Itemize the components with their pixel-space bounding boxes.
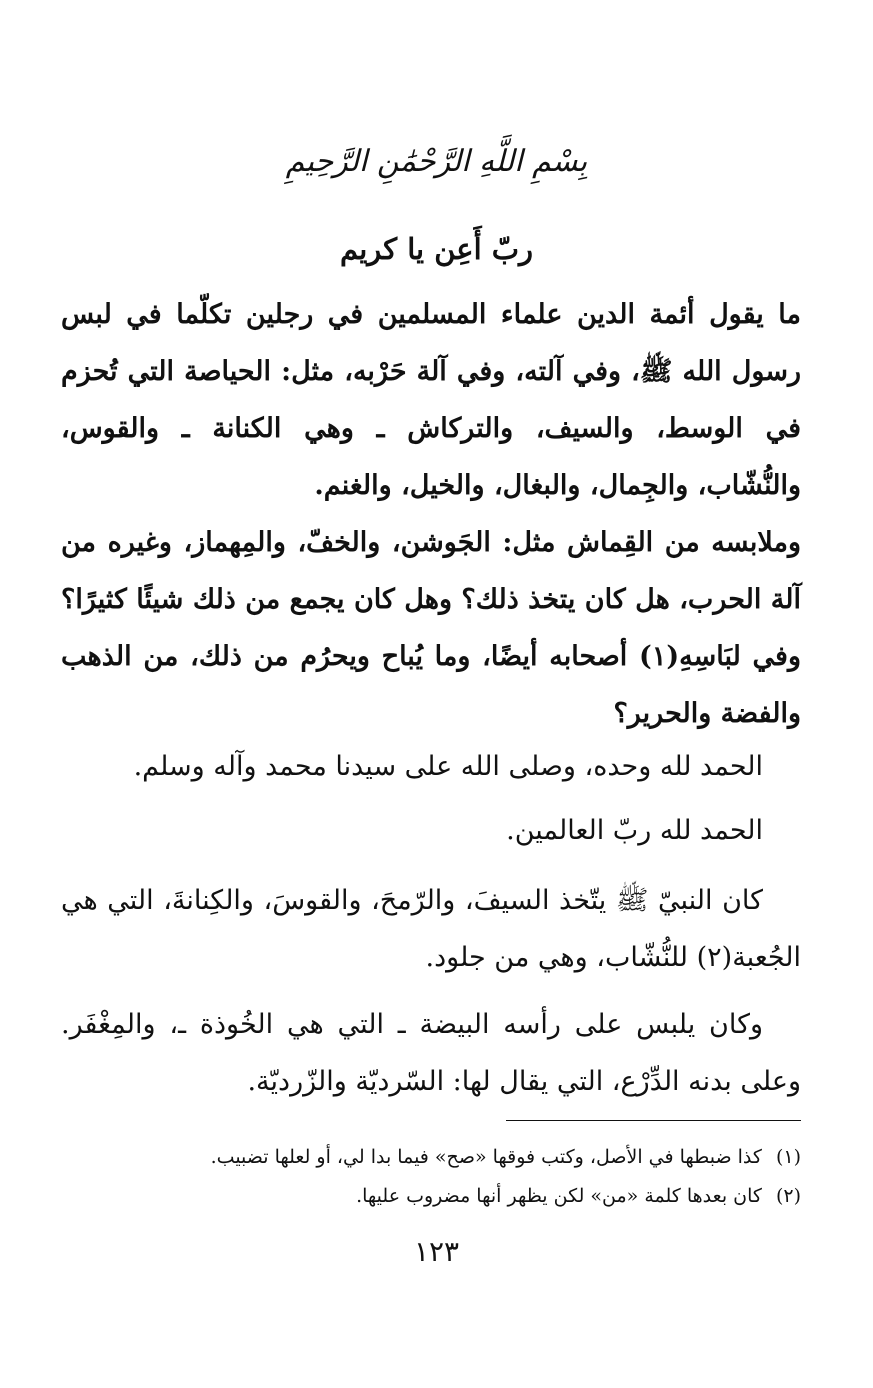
footnote-2	[61, 1177, 801, 1216]
footnote-1	[61, 1138, 801, 1177]
footnote-number: (١)	[775, 1146, 801, 1168]
footnote-text: كذا ضبطها في الأصل، وكتب فوقها «صح» فيما بدا لي، أو لعلها تضبيب.	[210, 1146, 762, 1168]
question-paragraph-2: وملابسه من القِماش مثل: الجَوشن، والخفّ، والمِهماز، وغيره من آلة الحرب، هل كان يتخذ ذلك؟ وهل كان يجمع من ذلك شيئًا كثيرًا؟ وفي لبَاسِهِ(١) أصحابه أيضًا، وما يُباح ويحرُم من ذلك، من الذهب والفضة والحرير؟	[61, 527, 801, 729]
footnotes-section	[61, 1138, 801, 1216]
footnote-divider	[506, 1120, 801, 1121]
answer-paragraph-1: كان النبيّ ﷺ يتّخذ السيفَ، والرّمحَ، والقوسَ، والكِنانةَ، التي هي الجُعبة(٢) للنُّشّاب، وهي من جلود.	[61, 885, 801, 973]
invocation-subtitle: ربّ أَعِن يا كريم	[339, 232, 534, 266]
basmala-heading: بِسْمِ اللَّهِ الرَّحْمَٰنِ الرَّحِيمِ	[285, 144, 588, 179]
footnote-number: (٢)	[775, 1185, 801, 1207]
answer-opening-praise: الحمد لله وحده، وصلى الله على سيدنا محمد وآله وسلم.	[133, 751, 763, 782]
page-number: ١٢٣	[413, 1235, 460, 1268]
answer-hamdala: الحمد لله ربّ العالمين.	[506, 815, 763, 846]
answer-paragraph-2: وكان يلبس على رأسه البيضة ـ التي هي الخُوذة ـ، والمِغْفَر. وعلى بدنه الدِّرْع، التي يقال لها: السّرديّة والزّرديّة.	[61, 1009, 801, 1097]
question-paragraph-1: ما يقول أئمة الدين علماء المسلمين في رجلين تكلّما في لبس رسول الله ﷺ، وفي آلته، وفي آلة حَرْبه، مثل: الحياصة التي تُحزم في الوسط، والسيف، والتركاش ـ وهي الكنانة ـ والقوس، والنُّشّاب، والجِمال، والبغال، والخيل، والغنم.	[61, 299, 801, 501]
footnote-text: كان بعدها كلمة «من» لكن يظهر أنها مضروب عليها.	[356, 1185, 762, 1207]
